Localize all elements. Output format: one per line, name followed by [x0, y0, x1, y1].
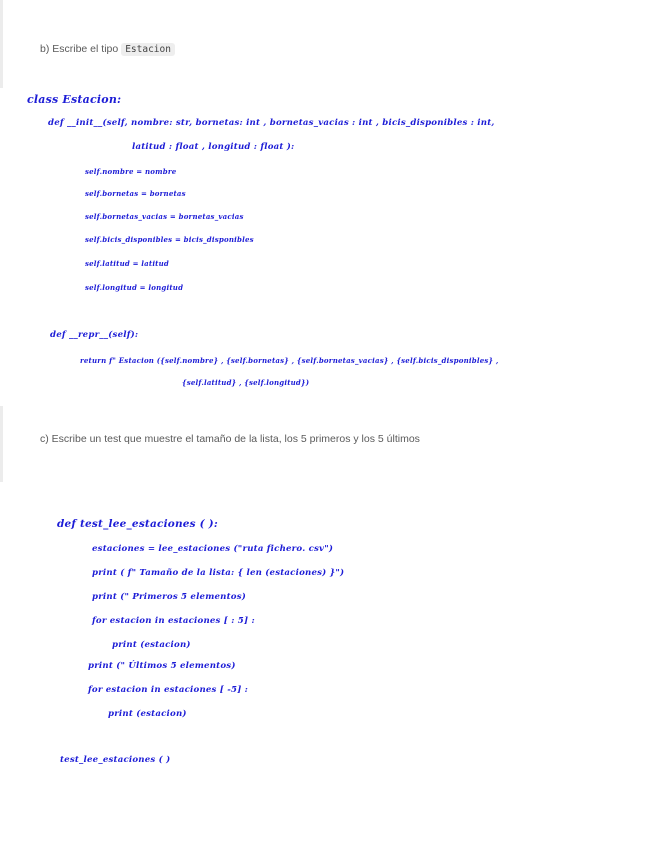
- hw-repr-return: return f" Estacion ({self.nombre} , {self.bornetas} , {self.bornetas_vacias} , {self.bicis_disponibles} ,: [80, 356, 499, 365]
- hw-test-print-item-last: print (estacion): [108, 709, 187, 719]
- hw-test-print-size: print ( f" Tamaño de la lista: { len (estaciones) }"): [92, 568, 345, 578]
- section-b-margin-bar: [0, 0, 3, 88]
- hw-repr-def: def __repr__(self):: [50, 330, 139, 340]
- hw-test-load: estaciones = lee_estaciones ("ruta fichero. csv"): [92, 544, 334, 554]
- question-c-text: c) Escribe un test que muestre el tamaño de la lista, los 5 primeros y los 5 últimos: [40, 433, 420, 445]
- hw-assign-bornetas: self.bornetas = bornetas: [85, 189, 186, 198]
- hw-test-print-last: print (" Últimos 5 elementos): [88, 661, 236, 671]
- question-b: [40, 43, 175, 55]
- question-c: [40, 433, 420, 445]
- hw-class-line: class Estacion:: [27, 93, 122, 106]
- section-c-margin-bar: [0, 406, 3, 482]
- hw-repr-return-cont: {self.latitud} , {self.longitud}): [182, 378, 310, 387]
- question-b-code-term: Estacion: [121, 43, 175, 56]
- hw-assign-bicis: self.bicis_disponibles = bicis_disponibles: [85, 235, 254, 244]
- hw-test-print-item-first: print (estacion): [112, 640, 191, 650]
- hw-assign-longitud: self.longitud = longitud: [85, 283, 184, 292]
- hw-assign-nombre: self.nombre = nombre: [85, 167, 177, 176]
- hw-assign-latitud: self.latitud = latitud: [85, 259, 170, 268]
- hw-init-signature-cont: latitud : float , longitud : float ):: [132, 142, 295, 152]
- hw-test-print-first: print (" Primeros 5 elementos): [92, 592, 247, 602]
- hw-assign-bornetas-vacias: self.bornetas_vacias = bornetas_vacias: [85, 212, 244, 221]
- hw-test-for-last: for estacion in estaciones [ -5] :: [88, 685, 249, 695]
- question-b-text: b) Escribe el tipo: [40, 43, 119, 55]
- hw-test-def: def test_lee_estaciones ( ):: [57, 518, 218, 530]
- hw-test-for-first: for estacion in estaciones [ : 5] :: [92, 616, 255, 626]
- hw-test-call: test_lee_estaciones ( ): [60, 755, 171, 765]
- hw-init-signature: def __init__(self, nombre: str, bornetas: int , bornetas_vacias : int , bicis_disponibles : int,: [48, 118, 495, 128]
